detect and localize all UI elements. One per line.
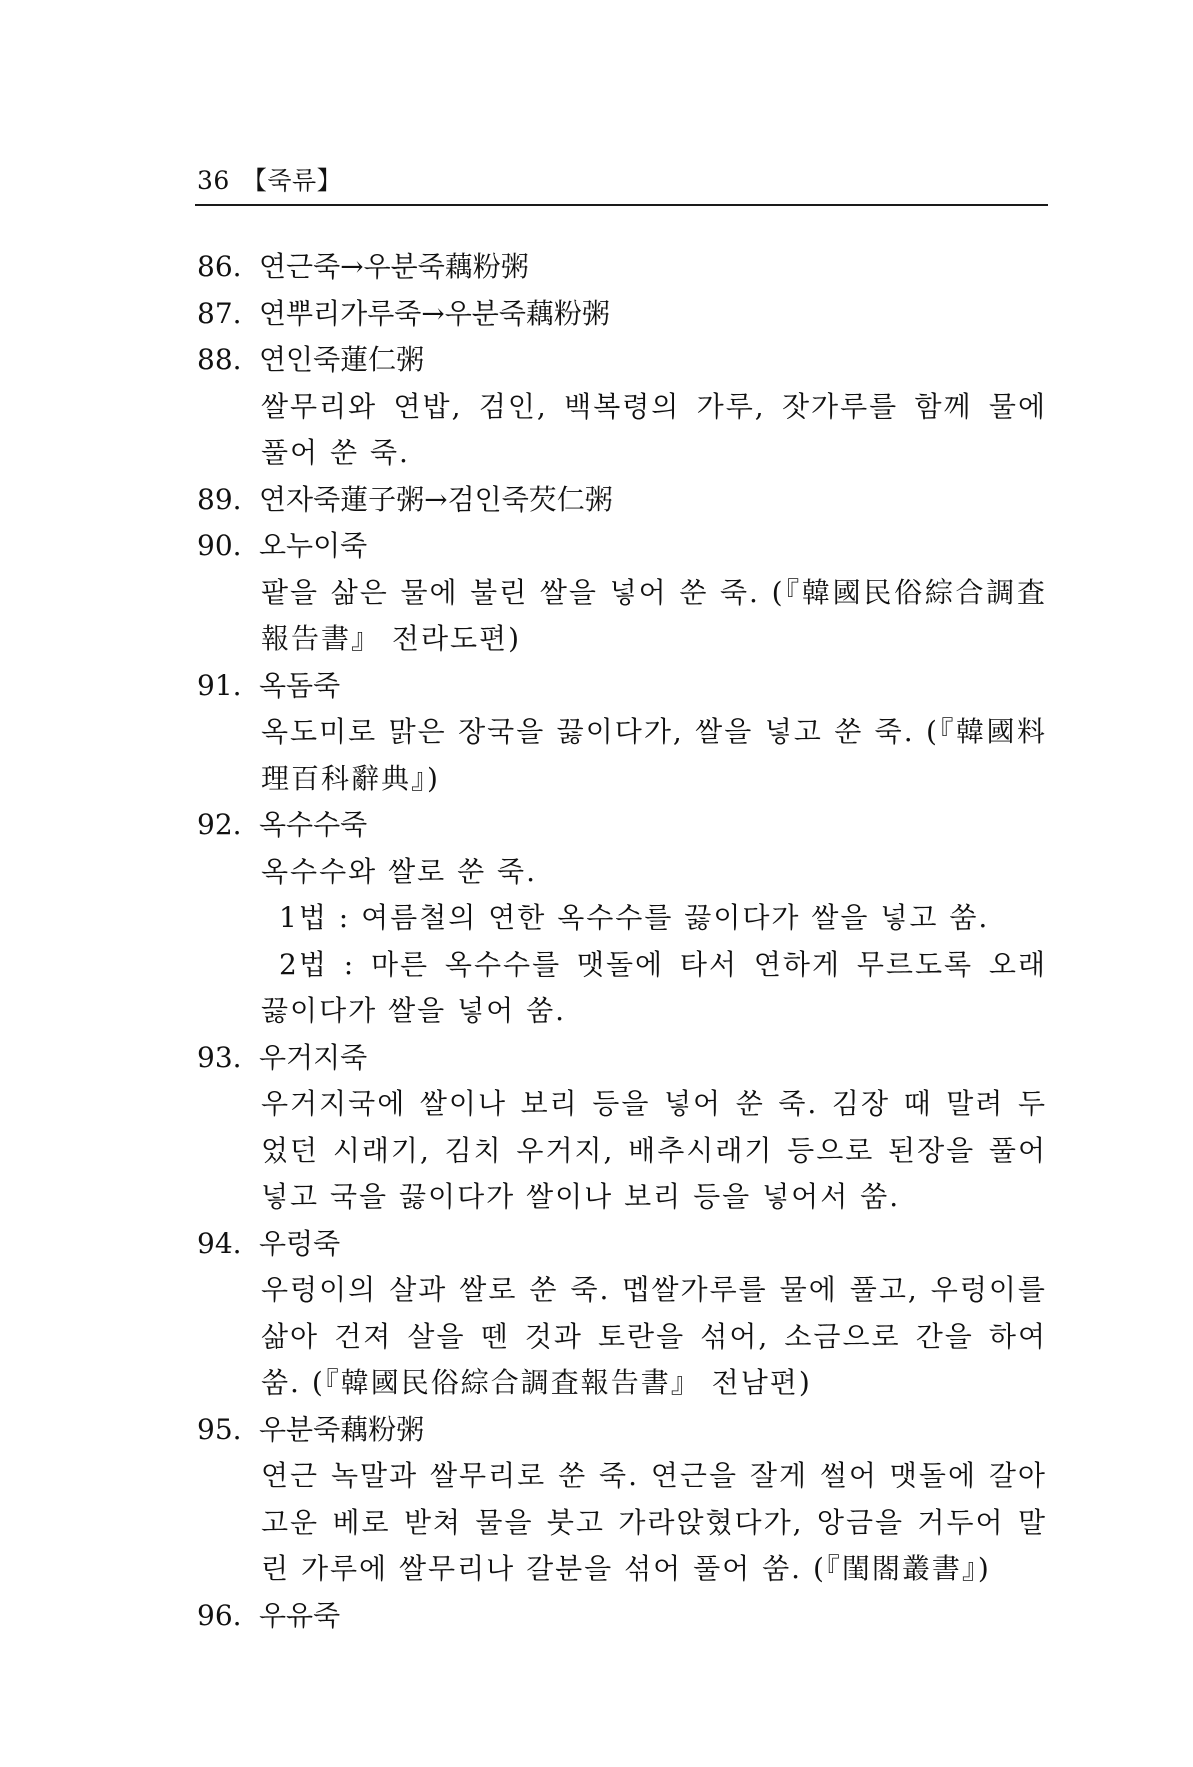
entry-heading bbox=[197, 802, 1047, 849]
entry-description: 쌀무리와 연밥, 검인, 백복령의 가루, 잣가루를 함께 물에 풀어 쑨 죽. bbox=[261, 389, 1047, 469]
entry-description: 팥을 삶은 물에 불린 쌀을 넣어 쑨 죽. (『韓國民俗綜合調査報告書』 전라도편) bbox=[261, 575, 1047, 655]
entry-item bbox=[197, 477, 1047, 524]
entry-title: 오누이죽 bbox=[259, 529, 368, 562]
page-number: 36 bbox=[197, 166, 230, 195]
entry-number: 93. bbox=[197, 1040, 242, 1074]
entry-number: 86. bbox=[197, 250, 242, 283]
entry-item bbox=[197, 291, 1047, 338]
entry-number: 94. bbox=[197, 1226, 242, 1260]
entry-item bbox=[197, 802, 1047, 1035]
entry-title: 우분죽藕粉粥 bbox=[259, 1412, 425, 1446]
entry-number: 87. bbox=[197, 296, 242, 330]
method-label: 1법 : bbox=[279, 901, 351, 934]
entry-number: 96. bbox=[197, 1598, 242, 1632]
entry-description: 우렁이의 살과 쌀로 쑨 죽. 멥쌀가루를 물에 풀고, 우렁이를 삶아 건져 살을 뗀 것과 토란을 섞어, 소금으로 간을 하여 쑴. (『韓國民俗綜合調査報告書』 전남편) bbox=[261, 1273, 1047, 1399]
entry-heading bbox=[197, 477, 1047, 524]
method-text: 마른 옥수수를 맷돌에 타서 연하게 무르도록 오래 끓이다가 쌀을 넣어 쑴. bbox=[261, 947, 1047, 1027]
entry-list bbox=[197, 244, 1047, 1639]
entry-description: 연근 녹말과 쌀무리로 쑨 죽. 연근을 잘게 썰어 맷돌에 갈아 고운 베로 받쳐 물을 붓고 가라앉혔다가, 앙금을 거두어 말린 가루에 쌀무리나 갈분을 섞어 풀어 쑴. (『閨閤叢書』) bbox=[261, 1459, 1047, 1585]
entry-number: 92. bbox=[197, 808, 242, 841]
entry-item bbox=[197, 244, 1047, 291]
entry-item bbox=[197, 1221, 1047, 1407]
method-label: 2법 : bbox=[279, 947, 356, 981]
method-text: 여름철의 연한 옥수수를 끓이다가 쌀을 넣고 쑴. bbox=[361, 901, 990, 934]
entry-number: 95. bbox=[197, 1412, 242, 1446]
entry-number: 89. bbox=[197, 482, 242, 516]
entry-item bbox=[197, 523, 1047, 663]
entry-number: 91. bbox=[197, 668, 242, 702]
entry-heading bbox=[197, 1035, 1047, 1082]
entry-title: 우유죽 bbox=[259, 1598, 341, 1632]
entry-heading bbox=[197, 1221, 1047, 1268]
entry-title: 우렁죽 bbox=[259, 1226, 341, 1260]
entry-title: 옥돔죽 bbox=[259, 668, 341, 702]
entry-number: 88. bbox=[197, 343, 242, 376]
entry-description: 우거지국에 쌀이나 보리 등을 넣어 쑨 죽. 김장 때 말려 두었던 시래기, 김치 우거지, 배추시래기 등으로 된장을 풀어 넣고 국을 끓이다가 쌀이나 보리 등을 넣어서 쑴. bbox=[261, 1087, 1047, 1213]
running-head bbox=[197, 166, 1047, 196]
entry-title: 연인죽蓮仁粥 bbox=[259, 343, 425, 376]
entry-item bbox=[197, 1407, 1047, 1593]
entry-item bbox=[197, 663, 1047, 803]
entry-item bbox=[197, 1593, 1047, 1640]
entry-heading bbox=[197, 663, 1047, 710]
entry-description: 옥도미로 맑은 장국을 끓이다가, 쌀을 넣고 쑨 죽. (『韓國料理百科辭典』) bbox=[261, 715, 1047, 795]
entry-heading bbox=[197, 1593, 1047, 1640]
entry-title: 연뿌리가루죽→우분죽藕粉粥 bbox=[259, 296, 610, 330]
entry-title: 연근죽→우분죽藕粉粥 bbox=[259, 250, 529, 283]
entry-item bbox=[197, 1035, 1047, 1221]
method-paragraph bbox=[261, 942, 1047, 1035]
method-paragraph bbox=[261, 895, 1047, 942]
entry-description: 옥수수와 쌀로 쑨 죽. bbox=[261, 854, 537, 888]
entry-item bbox=[197, 337, 1047, 477]
entry-heading bbox=[197, 244, 1047, 291]
entry-title: 우거지죽 bbox=[259, 1040, 368, 1074]
entry-heading bbox=[197, 523, 1047, 570]
entry-title: 옥수수죽 bbox=[259, 808, 368, 841]
entry-heading bbox=[197, 1407, 1047, 1454]
entry-heading bbox=[197, 337, 1047, 384]
entry-number: 90. bbox=[197, 529, 242, 562]
header-rule bbox=[195, 204, 1048, 206]
entry-title: 연자죽蓮子粥→검인죽芡仁粥 bbox=[259, 482, 613, 516]
section-title: 【죽류】 bbox=[241, 166, 343, 195]
entry-heading bbox=[197, 291, 1047, 338]
